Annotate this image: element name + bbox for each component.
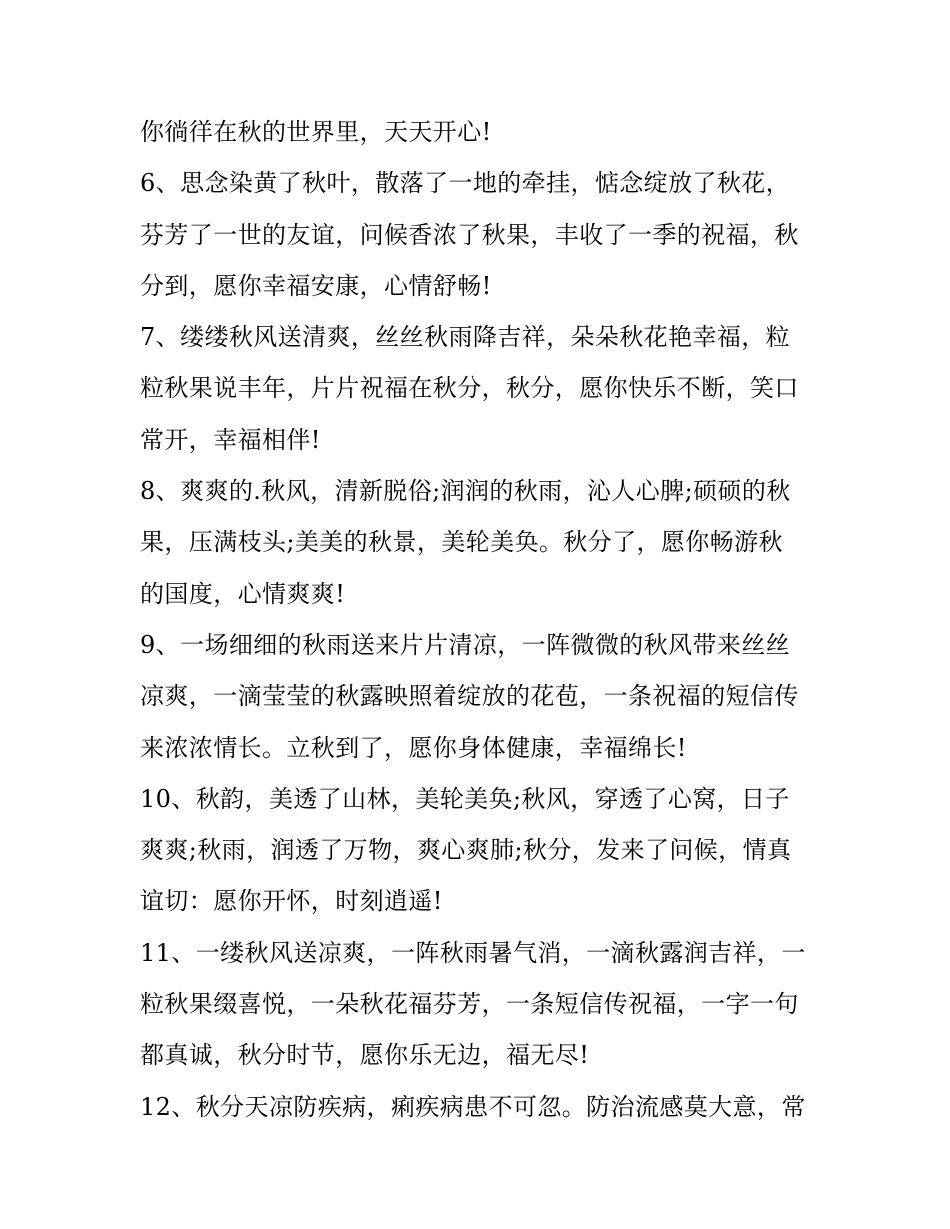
text-line: 常开，幸福相伴! (140, 425, 321, 454)
text-line: 10、秋韵，美透了山林，美轮美奂;秋风，穿透了心窝，日子 (140, 784, 790, 813)
text-line: 11、一缕秋风送凉爽，一阵秋雨暑气消，一滴秋露润吉祥，一 (140, 938, 806, 967)
text-line: 谊切：愿你开怀，时刻逍遥! (140, 887, 443, 916)
text-line: 7、缕缕秋风送清爽，丝丝秋雨降吉祥，朵朵秋花艳幸福，粒 (140, 323, 791, 352)
text-line: 果，压满枝头;美美的秋景，美轮美奂。秋分了，愿你畅游秋 (140, 528, 783, 557)
text-line: 你徜徉在秋的世界里，天天开心! (140, 118, 492, 146)
text-line: 粒秋果说丰年，片片祝福在秋分，秋分，愿你快乐不断，笑口 (140, 374, 799, 403)
text-line: 芬芳了一世的友谊，问候香浓了秋果，丰收了一季的祝福，秋 (140, 220, 799, 249)
text-line: 来浓浓情长。立秋到了，愿你身体健康，幸福绵长! (140, 733, 687, 762)
document-body (140, 107, 820, 1133)
text-line: 爽爽;秋雨，润透了万物，爽心爽肺;秋分，发来了问候，情真 (140, 836, 792, 865)
text-line: 的国度，心情爽爽! (140, 579, 346, 608)
text-line: 12、秋分天凉防疾病，痢疾病患不可忽。防治流感莫大意，常 (140, 1092, 806, 1121)
text-line: 分到，愿你幸福安康，心情舒畅! (140, 271, 492, 300)
text-line: 8、爽爽的.秋风，清新脱俗;润润的秋雨，沁人心脾;硕硕的秋 (140, 477, 791, 506)
text-line: 6、思念染黄了秋叶，散落了一地的牵挂，惦念绽放了秋花， (140, 169, 791, 198)
text-line: 都真诚，秋分时节，愿你乐无边，福无尽! (140, 1041, 590, 1070)
text-line: 粒秋果缀喜悦，一朵秋花福芬芳，一条短信传祝福，一字一句 (140, 990, 799, 1019)
text-line: 9、一场细细的秋雨送来片片清凉，一阵微微的秋风带来丝丝 (140, 630, 791, 659)
text-line: 凉爽，一滴莹莹的秋露映照着绽放的花苞，一条祝福的短信传 (140, 682, 799, 711)
